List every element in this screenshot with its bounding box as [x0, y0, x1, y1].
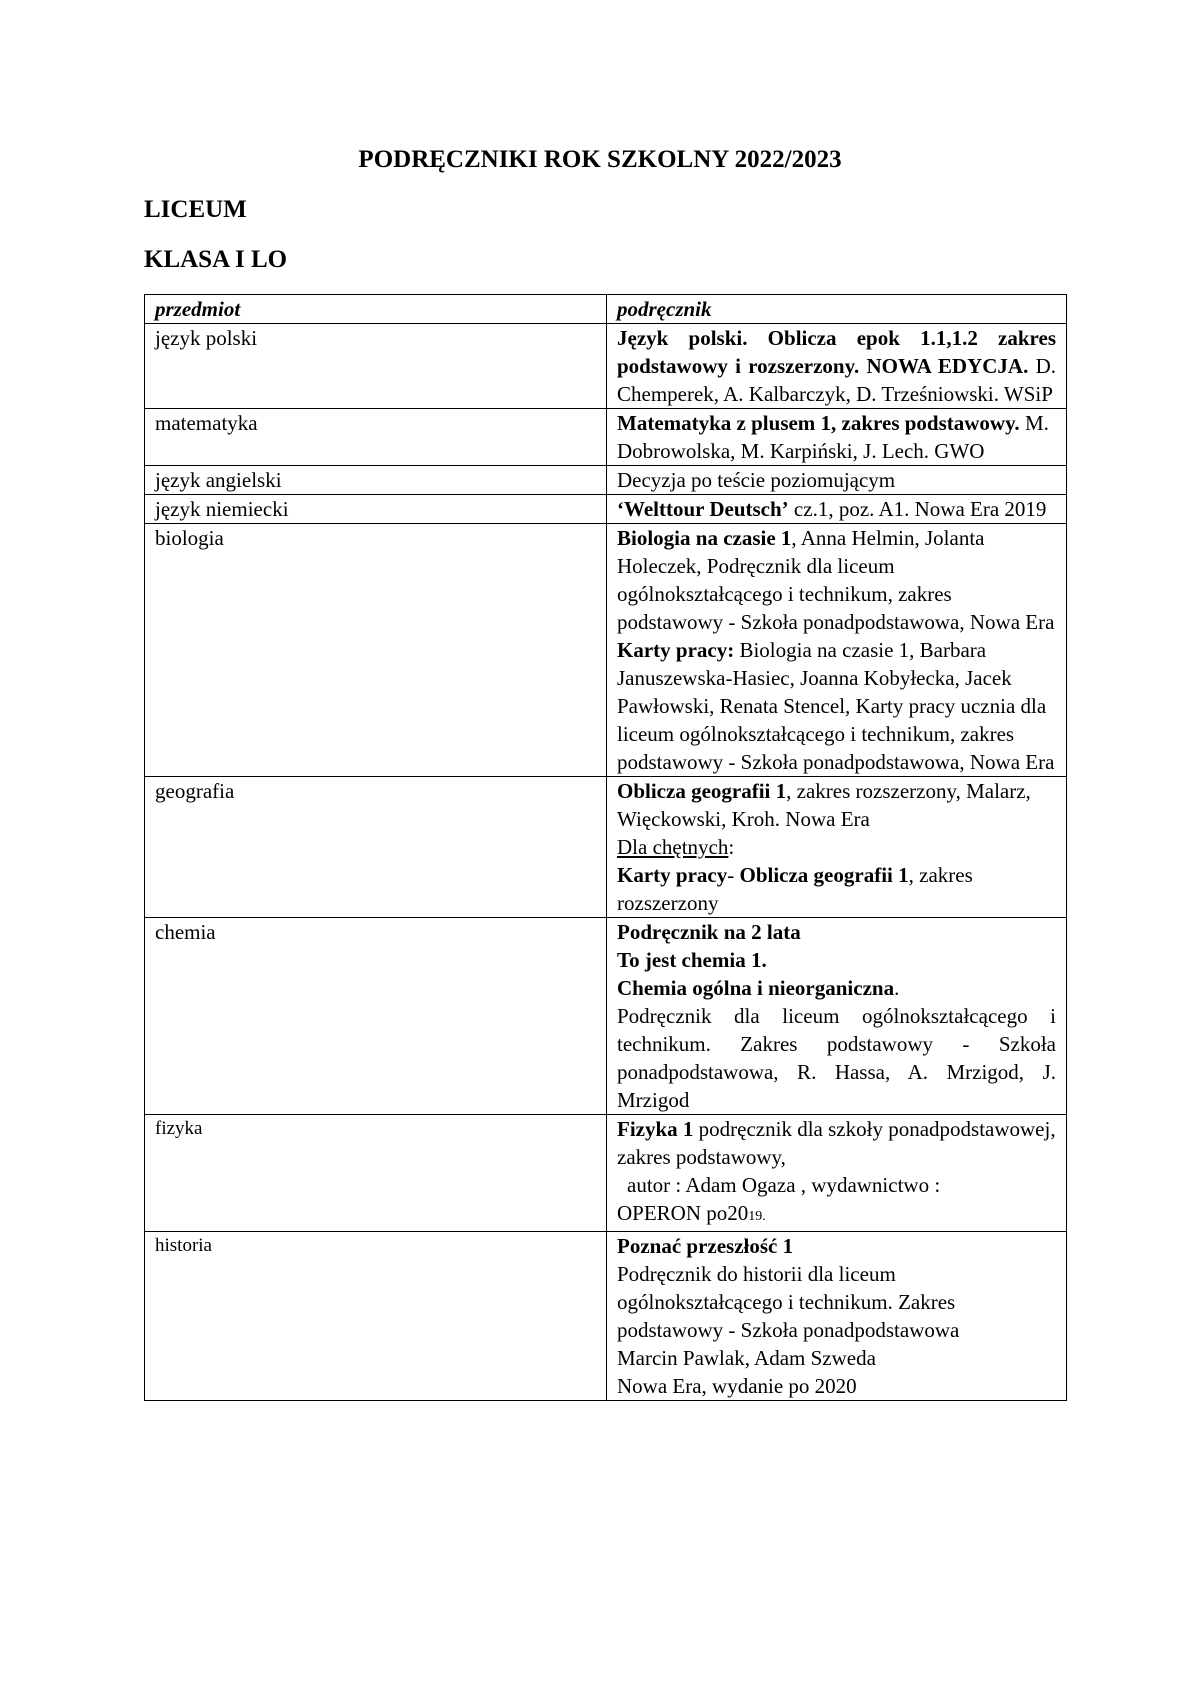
subject-cell: historia: [145, 1232, 607, 1401]
table-row: [145, 524, 1067, 777]
optional-colon: :: [728, 835, 735, 859]
book-details: podręcznik dla szkoły ponadpodstawowej, zakres podstawowy,: [617, 1117, 1056, 1169]
book-title: Język polski. Oblicza epok 1.1,1.2 zakres podstawowy i rozszerzony. NOWA EDYCJA.: [617, 326, 1056, 378]
book-title: Fizyka 1: [617, 1117, 694, 1141]
table-row: [145, 324, 1067, 409]
table-row: [145, 1232, 1067, 1401]
table-row: [145, 1115, 1067, 1232]
textbook-cell: [607, 1232, 1067, 1401]
book-author: autor : Adam Ogaza , wydawnictwo :: [627, 1173, 941, 1197]
textbook-cell: [607, 1115, 1067, 1232]
book-publisher: OPERON po20: [617, 1201, 749, 1225]
textbook-cell: [607, 324, 1067, 409]
table-header-row: [145, 295, 1067, 324]
class-heading: KLASA I LO: [144, 246, 288, 273]
school-heading: LICEUM: [144, 196, 247, 223]
book-authors: Marcin Pawlak, Adam Szweda: [617, 1346, 876, 1370]
textbook-cell: [607, 466, 1067, 495]
subject-cell: matematyka: [145, 409, 607, 466]
book-title: Oblicza geografii 1: [617, 779, 787, 803]
book-note: Podręcznik na 2 lata: [617, 920, 801, 944]
table-row: [145, 466, 1067, 495]
subject-cell: fizyka: [145, 1115, 607, 1232]
table-row: [145, 495, 1067, 524]
book-details: Podręcznik dla liceum ogólnokształcącego i technikum. Zakres podstawowy - Szkoła ponadpodstawowa, R. Hassa, A. Mrzigod, J. Mrzigod: [617, 1004, 1056, 1112]
book-subtitle: Chemia ogólna i nieorganiczna: [617, 976, 895, 1000]
table-row: [145, 777, 1067, 918]
book-details: M. Dobrowolska, M. Karpiński, J. Lech. GWO: [617, 411, 1049, 463]
book-title: Biologia na czasie 1: [617, 526, 792, 550]
subject-cell: chemia: [145, 918, 607, 1115]
subject-cell: biologia: [145, 524, 607, 777]
page-title: PODRĘCZNIKI ROK SZKOLNY 2022/2023: [358, 146, 842, 173]
book-publisher: Nowa Era, wydanie po 2020: [617, 1374, 857, 1398]
book-details: cz.1, poz. A1. Nowa Era 2019: [788, 497, 1047, 521]
book-details: , Anna Helmin, Jolanta Holeczek, Podręcznik dla liceum ogólnokształcącego i technikum, zakres podstawowy - Szkoła ponadpodstawowa, Nowa Era: [617, 526, 1055, 634]
book-details: Decyzja po teście poziomującym: [617, 468, 896, 492]
book-title: Matematyka z plusem 1, zakres podstawowy.: [617, 411, 1020, 435]
workbook-title: Oblicza geografii 1: [739, 863, 909, 887]
book-details: Podręcznik do historii dla liceum ogólnokształcącego i technikum. Zakres podstawowy - Szkoła ponadpodstawowa: [617, 1262, 960, 1342]
book-subtitle-dot: .: [894, 976, 900, 1000]
optional-label: Dla chętnych: [617, 835, 729, 859]
book-title: ‘Welttour Deutsch’: [617, 497, 789, 521]
workbook-details: Biologia na czasie 1, Barbara Januszewska-Hasiec, Joanna Kobyłecka, Jacek Pawłowski, Renata Stencel, Karty pracy ucznia dla liceum ogólnokształcącego i technikum, zakres podstawowy - Szkoła ponadpodstawowa, Nowa Era: [617, 638, 1055, 774]
table-row: [145, 409, 1067, 466]
book-title: To jest chemia 1.: [617, 948, 767, 972]
textbook-cell: [607, 524, 1067, 777]
textbook-cell: [607, 495, 1067, 524]
subject-cell: język niemiecki: [145, 495, 607, 524]
header-textbook: podręcznik: [607, 295, 1067, 324]
subject-cell: język polski: [145, 324, 607, 409]
header-subject: przedmiot: [145, 295, 607, 324]
book-year: 19.: [748, 1209, 766, 1224]
workbook-label: Karty pracy: [617, 863, 728, 887]
book-details: D. Chemperek, A. Kalbarczyk, D. Trześniowski. WSiP: [617, 354, 1057, 406]
textbook-cell: [607, 918, 1067, 1115]
table-row: [145, 918, 1067, 1115]
book-details: , zakres rozszerzony, Malarz, Więckowski, Kroh. Nowa Era: [617, 779, 1031, 831]
textbook-cell: [607, 409, 1067, 466]
workbook-details: , zakres rozszerzony: [617, 863, 973, 915]
subject-cell: geografia: [145, 777, 607, 918]
book-title: Poznać przeszłość 1: [617, 1234, 794, 1258]
workbook-dash: -: [727, 863, 740, 887]
subject-cell: język angielski: [145, 466, 607, 495]
textbook-cell: [607, 777, 1067, 918]
workbook-label: Karty pracy:: [617, 638, 735, 662]
textbook-table: [144, 294, 1067, 1401]
